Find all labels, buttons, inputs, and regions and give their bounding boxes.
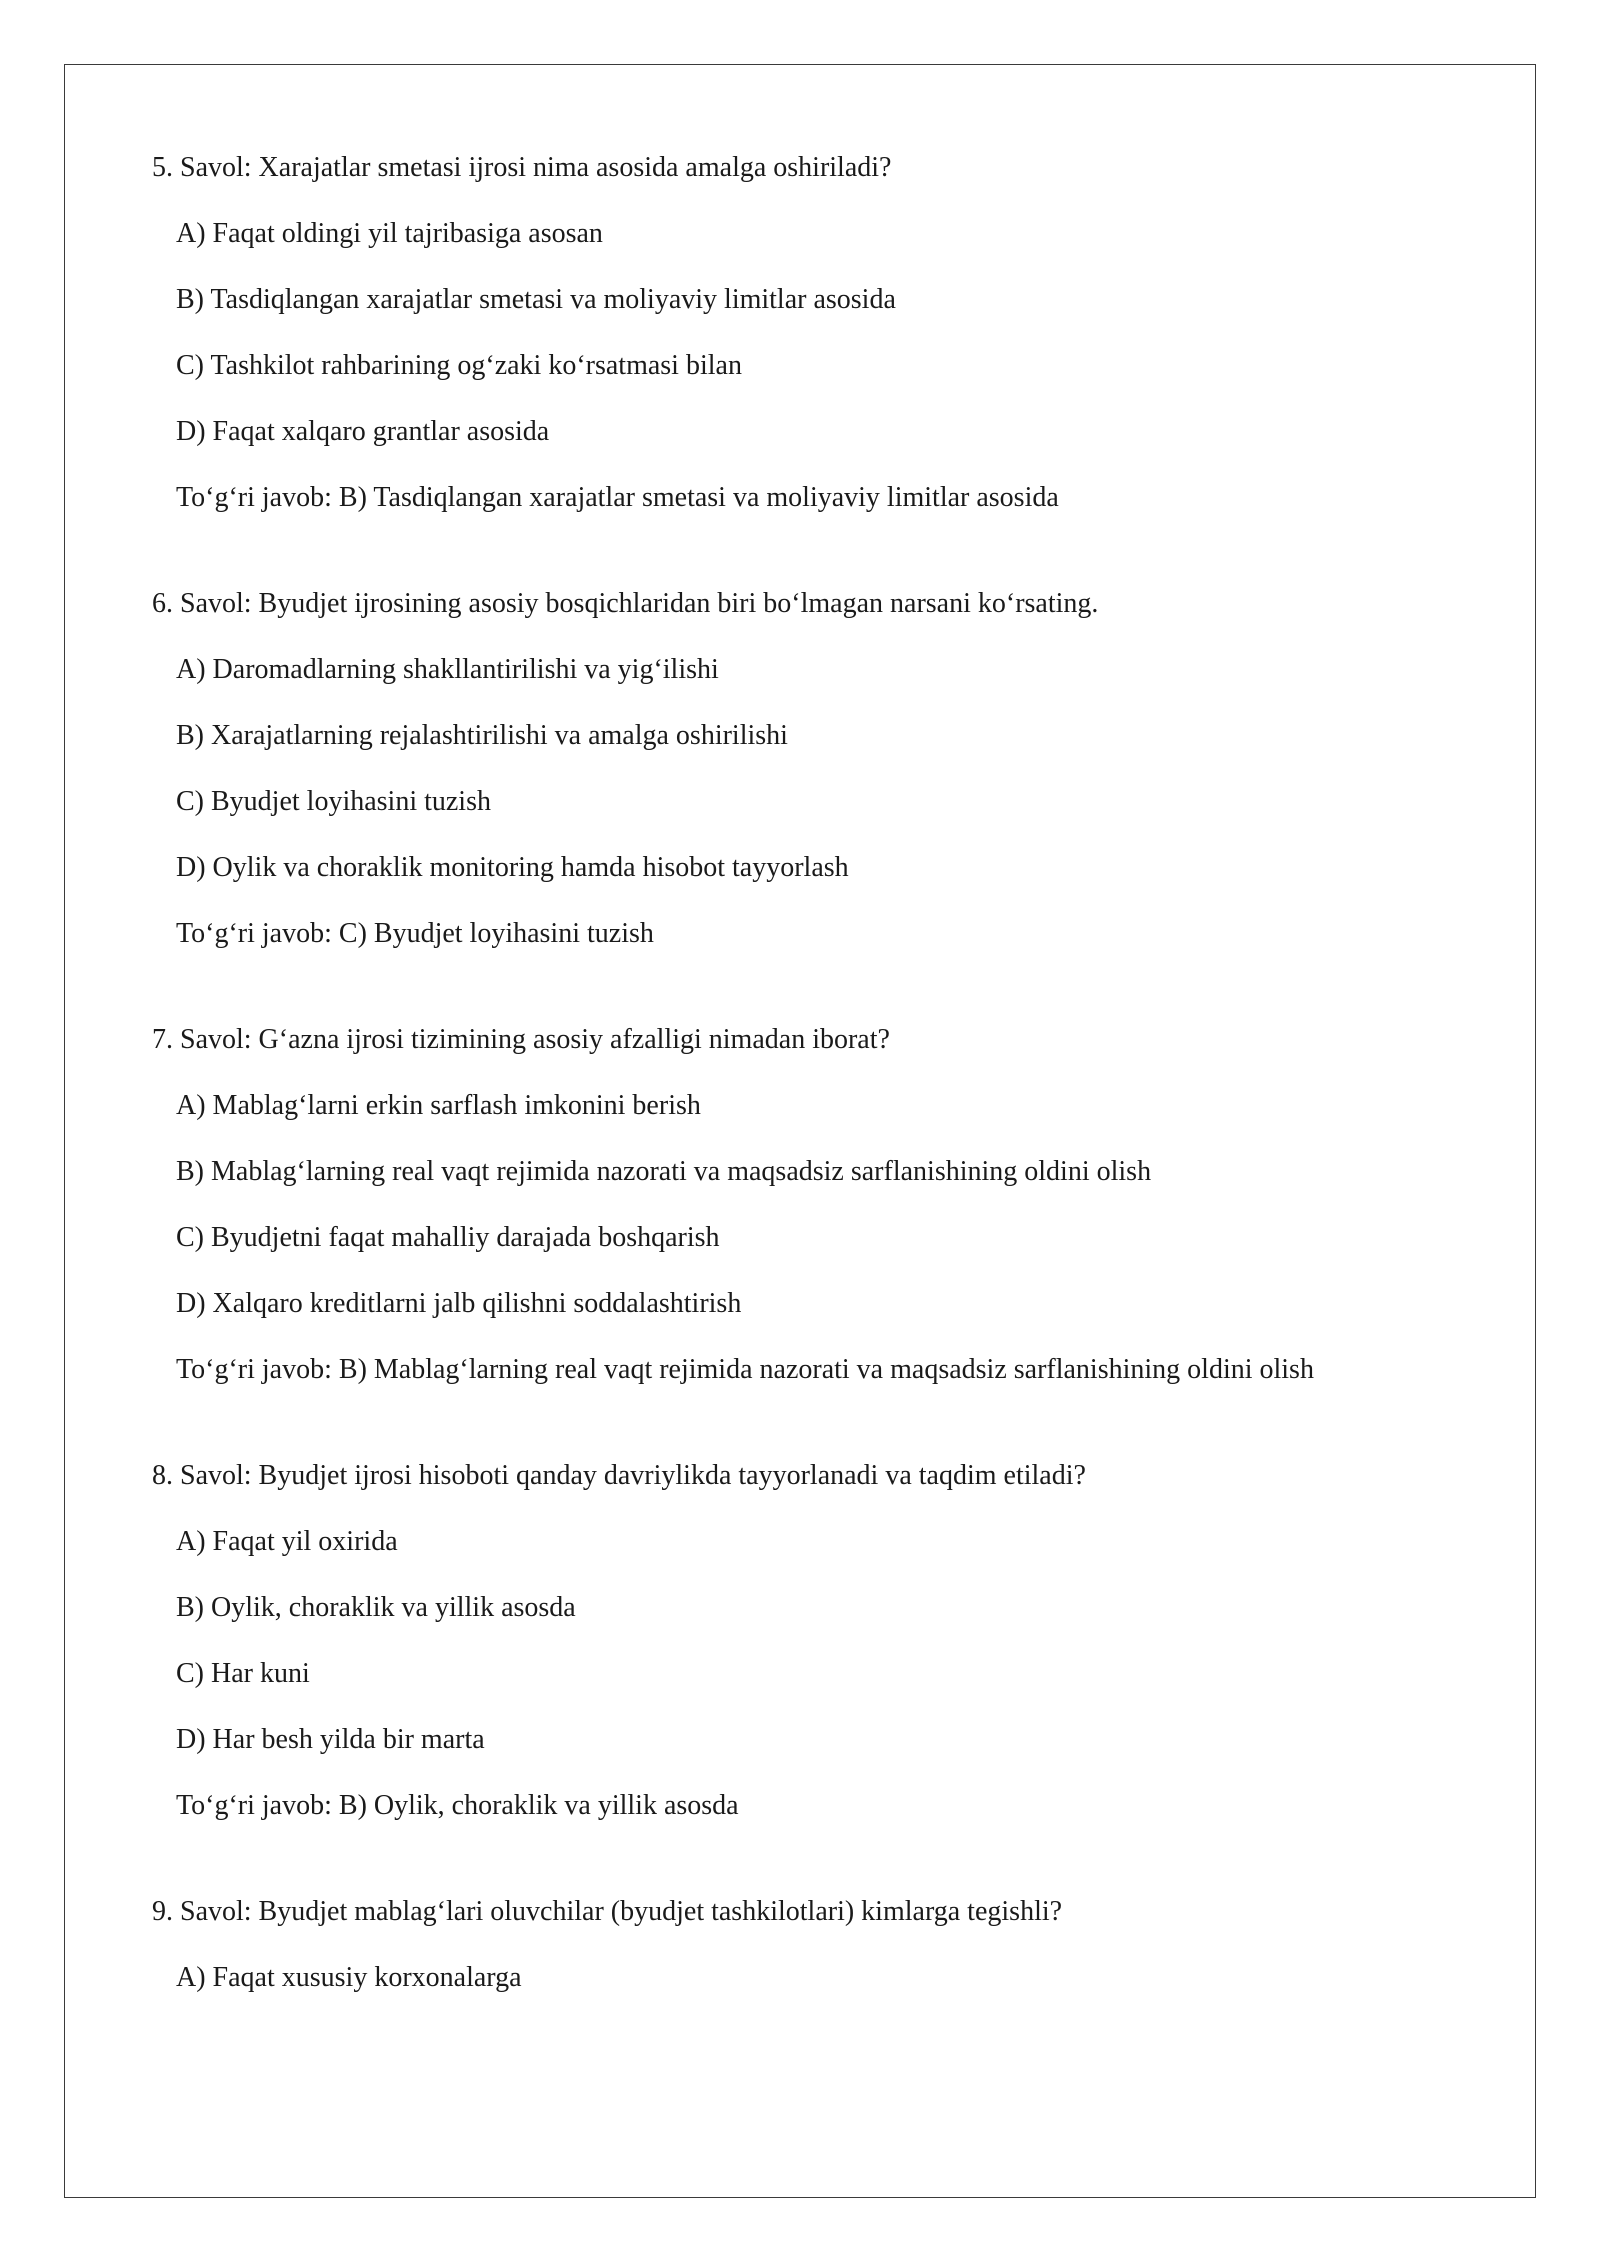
question-block-9 xyxy=(152,1892,1492,1998)
document-content xyxy=(152,148,1492,2064)
correct-answer: To‘g‘ri javob: B) Mablag‘larning real vaqt rejimida nazorati va maqsadsiz sarflanishining oldini olish xyxy=(176,1354,1314,1385)
answer-option-a: A) Daromadlarning shakllantirilishi va yig‘ilishi xyxy=(176,654,719,685)
answer-option-c: C) Tashkilot rahbarining og‘zaki ko‘rsatmasi bilan xyxy=(176,350,742,381)
answer-option-a: A) Faqat xususiy korxonalarga xyxy=(176,1962,522,1993)
question-block-6 xyxy=(152,584,1492,954)
question-text: 9. Savol: Byudjet mablag‘lari oluvchilar (byudjet tashkilotlari) kimlarga tegishli? xyxy=(152,1896,1063,1927)
answer-option-c: C) Byudjetni faqat mahalliy darajada boshqarish xyxy=(176,1222,720,1253)
correct-answer: To‘g‘ri javob: B) Oylik, choraklik va yillik asosda xyxy=(176,1790,739,1821)
question-block-5 xyxy=(152,148,1492,518)
answer-option-a: A) Mablag‘larni erkin sarflash imkonini berish xyxy=(176,1090,701,1121)
answer-option-a: A) Faqat yil oxirida xyxy=(176,1526,398,1557)
answer-option-b: B) Oylik, choraklik va yillik asosda xyxy=(176,1592,576,1623)
correct-answer: To‘g‘ri javob: C) Byudjet loyihasini tuzish xyxy=(176,918,654,949)
answer-option-c: C) Byudjet loyihasini tuzish xyxy=(176,786,491,817)
answer-option-d: D) Oylik va choraklik monitoring hamda hisobot tayyorlash xyxy=(176,852,849,883)
answer-option-d: D) Har besh yilda bir marta xyxy=(176,1724,485,1755)
question-block-8 xyxy=(152,1456,1492,1826)
answer-option-c: C) Har kuni xyxy=(176,1658,310,1689)
answer-option-a: A) Faqat oldingi yil tajribasiga asosan xyxy=(176,218,603,249)
question-text: 6. Savol: Byudjet ijrosining asosiy bosqichlaridan biri bo‘lmagan narsani ko‘rsating. xyxy=(152,588,1099,619)
question-block-7 xyxy=(152,1020,1492,1390)
answer-option-d: D) Faqat xalqaro grantlar asosida xyxy=(176,416,550,447)
answer-option-b: B) Xarajatlarning rejalashtirilishi va amalga oshirilishi xyxy=(176,720,788,751)
correct-answer: To‘g‘ri javob: B) Tasdiqlangan xarajatlar smetasi va moliyaviy limitlar asosida xyxy=(176,482,1059,513)
question-text: 8. Savol: Byudjet ijrosi hisoboti qanday davriylikda tayyorlanadi va taqdim etiladi? xyxy=(152,1460,1086,1491)
answer-option-d: D) Xalqaro kreditlarni jalb qilishni soddalashtirish xyxy=(176,1288,742,1319)
answer-option-b: B) Tasdiqlangan xarajatlar smetasi va moliyaviy limitlar asosida xyxy=(176,284,896,315)
question-text: 7. Savol: G‘azna ijrosi tizimining asosiy afzalligi nimadan iborat? xyxy=(152,1024,890,1055)
question-text: 5. Savol: Xarajatlar smetasi ijrosi nima asosida amalga oshiriladi? xyxy=(152,152,892,183)
answer-option-b: B) Mablag‘larning real vaqt rejimida nazorati va maqsadsiz sarflanishining oldini olish xyxy=(176,1156,1152,1187)
